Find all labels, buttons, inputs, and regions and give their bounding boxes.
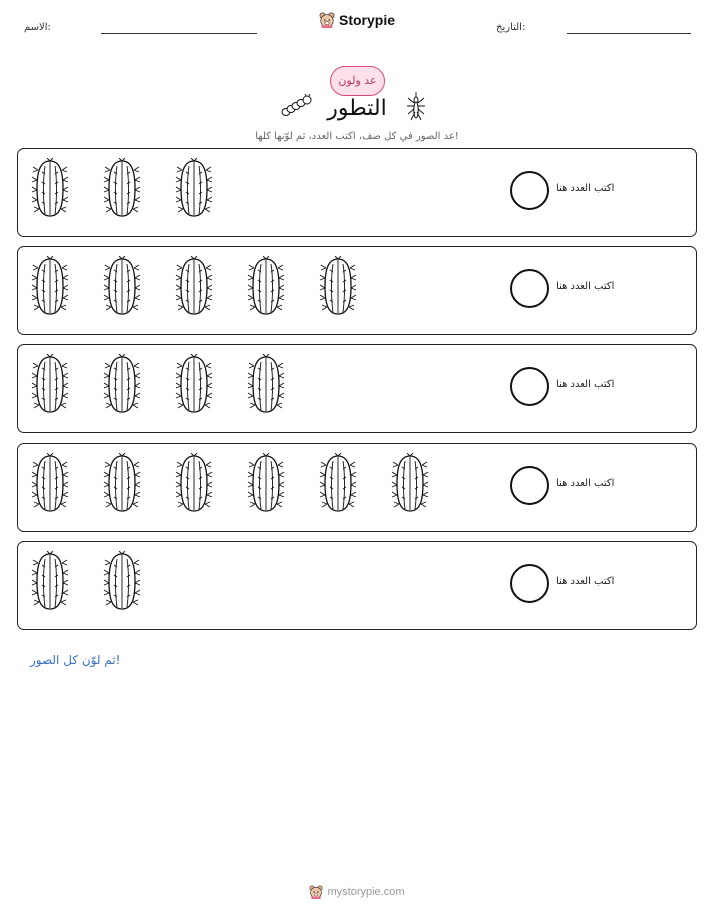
cactus-icon[interactable]	[246, 354, 286, 416]
answer-label: اكتب العدد هنا	[556, 576, 615, 587]
cactus-icon[interactable]	[30, 453, 70, 515]
counting-row	[17, 246, 697, 335]
cactus-icon[interactable]	[246, 256, 286, 318]
cactus-icon[interactable]	[318, 256, 358, 318]
bear-logo-icon	[319, 12, 335, 28]
cactus-icon[interactable]	[30, 354, 70, 416]
answer-label: اكتب العدد هنا	[556, 379, 615, 390]
mosquito-icon	[406, 92, 426, 122]
answer-circle[interactable]	[510, 367, 549, 406]
site-footer	[0, 884, 714, 903]
cactus-icon[interactable]	[174, 256, 214, 318]
cactus-icon[interactable]	[102, 158, 142, 220]
answer-label: اكتب العدد هنا	[556, 281, 615, 292]
answer-circle[interactable]	[510, 564, 549, 603]
name-label: الاسم:	[24, 22, 51, 33]
counting-row	[17, 344, 697, 433]
cactus-icon[interactable]	[102, 354, 142, 416]
answer-circle[interactable]	[510, 269, 549, 308]
brand-name: Storypie	[338, 12, 395, 28]
counting-row	[17, 148, 697, 237]
cactus-icon[interactable]	[102, 551, 142, 613]
cactus-icon[interactable]	[318, 453, 358, 515]
cactus-icon[interactable]	[174, 354, 214, 416]
cactus-icon[interactable]	[246, 453, 286, 515]
answer-label: اكتب العدد هنا	[556, 478, 615, 489]
answer-circle[interactable]	[510, 171, 549, 210]
date-label: التاريخ:	[496, 22, 526, 33]
cactus-icon[interactable]	[174, 453, 214, 515]
instruction-text: عد الصور في كل صف، اكتب العدد، ثم لوّنها كلها!	[255, 131, 459, 142]
count-color-badge: عد ولون	[330, 66, 385, 96]
cactus-icon[interactable]	[30, 551, 70, 613]
cactus-icon[interactable]	[174, 158, 214, 220]
counting-row	[17, 443, 697, 532]
brand	[0, 12, 714, 32]
bear-logo-icon	[309, 885, 323, 899]
cactus-icon[interactable]	[390, 453, 430, 515]
footer-note: ثم لوّن كل الصور!	[30, 653, 121, 667]
answer-circle[interactable]	[510, 466, 549, 505]
cactus-icon[interactable]	[30, 158, 70, 220]
cactus-icon[interactable]	[30, 256, 70, 318]
counting-row	[17, 541, 697, 630]
answer-label: اكتب العدد هنا	[556, 183, 615, 194]
cactus-icon[interactable]	[102, 256, 142, 318]
date-line[interactable]	[567, 33, 691, 34]
page-title: التطور	[327, 96, 387, 121]
cactus-icon[interactable]	[102, 453, 142, 515]
name-line[interactable]	[101, 33, 257, 34]
site-url: mystorypie.com	[327, 886, 405, 898]
